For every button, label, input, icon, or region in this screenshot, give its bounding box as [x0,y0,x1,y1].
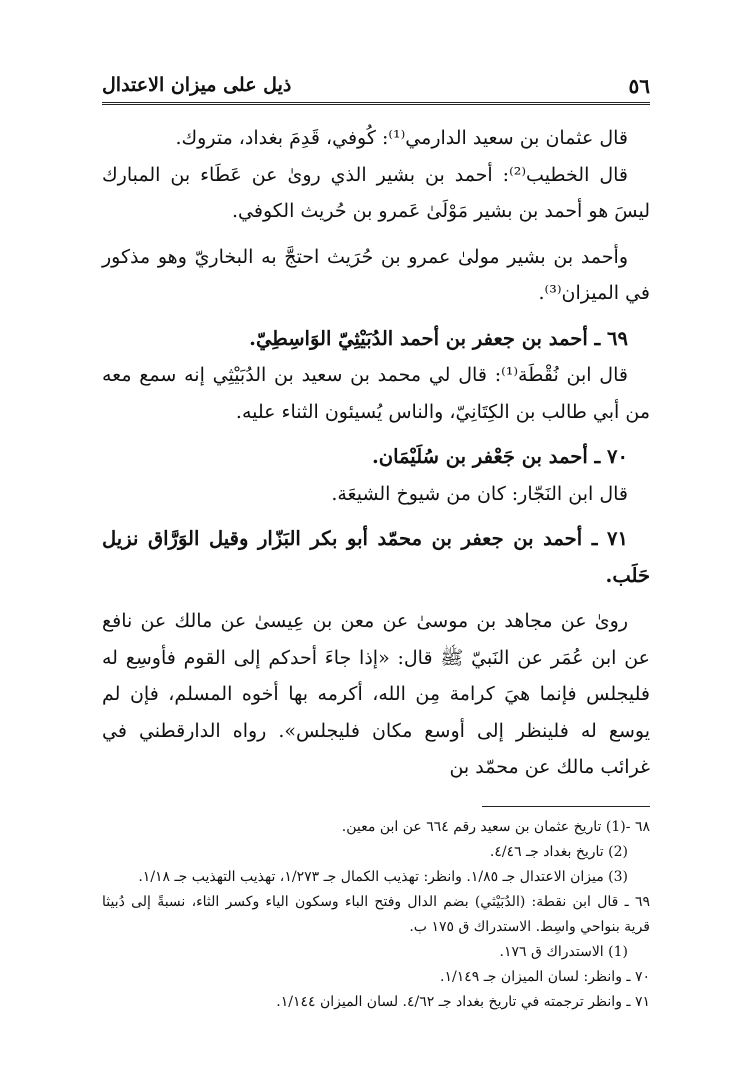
paragraph-bukhari: وأحمد بن بشير مولىٰ عمرو بن حُرَيث احتجَّ به البخاريّ وهو مذكور في الميزان⁽³⁾. [102,245,650,304]
page-number: ٥٦ [628,74,650,98]
footnote-68-3: (3) ميزان الاعتدال جـ ١/٨٥. وانظر: تهذيب الكمال جـ ١/٢٧٣، تهذيب التهذيب جـ ١/١٨. [138,869,628,885]
paragraph-ibn-nuqta: قال ابن نُقْطَة⁽¹⁾: قال لي محمد بن سعيد بن الدُبَيْثِي إنه سمع معه من أبي طالب بن الكِتَانِيّ، والناس يُسيئون الثناء عليه. [102,364,650,423]
footnote-70: ٧٠ ـ وانظر: لسان الميزان جـ ١/١٤٩. [440,969,650,985]
page-header [102,70,650,102]
paragraph-ibn-najjar: قال ابن النَجّار: كان من شيوخ الشيعَة. [331,482,628,505]
entry-heading-70: ٧٠ ـ أحمد بن جَعْفر بن سُلَيْمَان. [371,445,628,468]
main-text [102,120,650,786]
paragraph-hadith: روىٰ عن مجاهد بن موسىٰ عن معن بن عِيسىٰ عن مالك عن نافع عن ابن عُمَر عن النَبيّ ﷺ قال: «إذا جاءَ أحدكم إلى القوم فأوسِع له فليجلس فإنما هيَ كرامة مِن الله، أكرمه بها أخوه المسلم، فإن لم يوسع له فلينظر إلى أوسع مكان فليجلس». رواه الدارقطني في غرائب مالك عن محمّد بن [102,610,650,778]
running-title: ذيل على ميزان الاعتدال [102,74,292,96]
footnote-71: ٧١ ـ وانظر ترجمته في تاريخ بغداد جـ ٤/٦٢. لسان الميزان ١/١٤٤. [276,994,650,1010]
paragraph-darimi: قال عثمان بن سعيد الدارمي⁽¹⁾: كُوفي، قَدِمَ بغداد، متروك. [175,127,628,149]
paragraph-khatib: قال الخطيب⁽²⁾: أحمد بن بشير الذي روىٰ عن عَطَاء بن المبارك ليسَ هو أحمد بن بشير مَوْلَىٰ عَمرو بن حُريث الكوفي. [102,163,650,222]
header-rule [102,102,650,105]
footnote-68-1: ٦٨ -(1) تاريخ عثمان بن سعيد رقم ٦٦٤ عن ابن معين. [341,819,650,835]
footnotes [102,815,650,1015]
footnote-68-2: (2) تاريخ بغداد جـ ٤/٤٦. [489,844,628,860]
footnote-separator [482,806,650,807]
footnote-69: ٦٩ ـ قال ابن نقطة: (الدُبَيْثي) بضم الدال وفتح الباء وسكون الياء وكسر الثاء، نسبةً إلى دُبيثا قرية بنواحي واسِط. الاستدراك ق ١٧٥ ب. [102,894,650,935]
entry-heading-69: ٦٩ ـ أحمد بن جعفر بن أحمد الدُبَيْثِيّ الوَاسِطِيّ. [249,326,628,350]
entry-heading-71: ٧١ ـ أحمد بن جعفر بن محمّد أبو بكر البَزّار وقيل الوَرَّاق نزيل حَلَب. [102,527,650,587]
footnote-69-1: (1) الاستدراك ق ١٧٦. [499,944,628,960]
